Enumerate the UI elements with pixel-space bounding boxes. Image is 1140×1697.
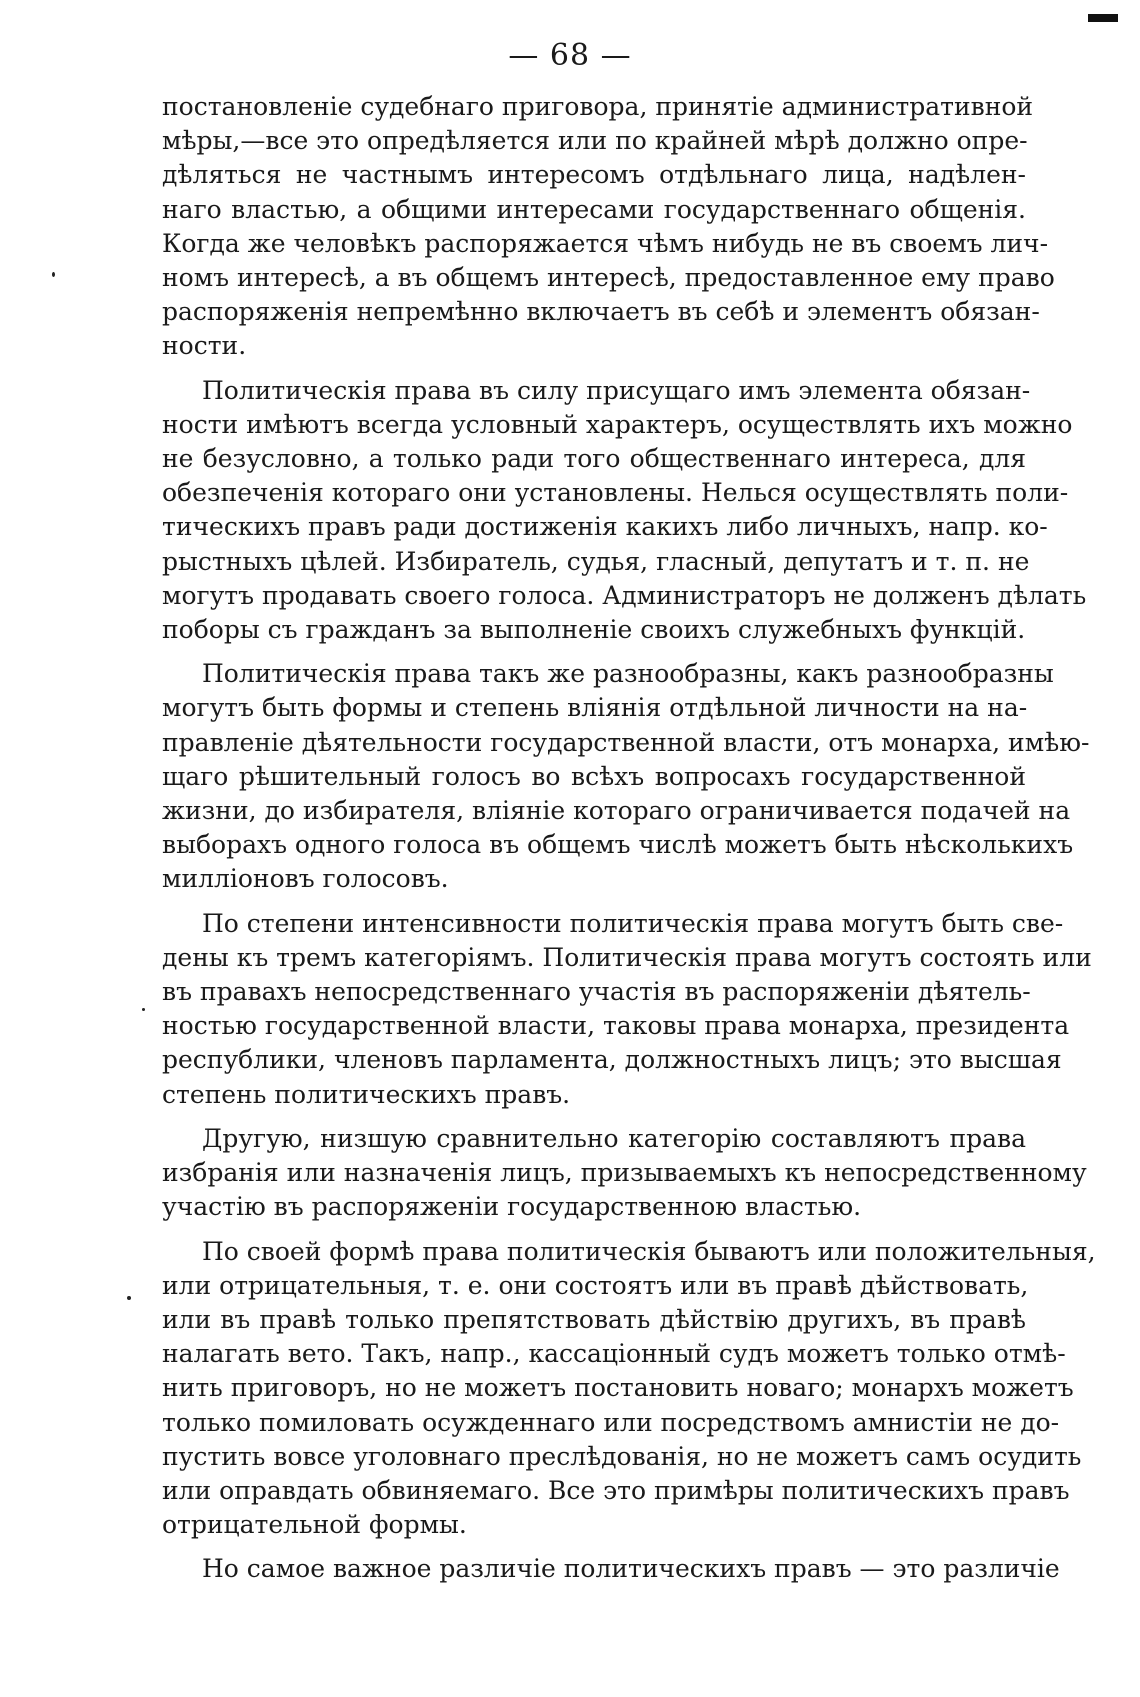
text-line: распоряженія непремѣнно включаетъ въ себѣ и элементъ обязан-	[162, 297, 1040, 327]
text-line: поборы съ гражданъ за выполненіе своихъ служебныхъ функцій.	[162, 615, 1026, 645]
text-line: ностью государственной власти, таковы права монарха, президента	[162, 1011, 1070, 1041]
paragraph	[162, 1552, 1060, 1586]
text-line: пустить вовсе уголовнаго преслѣдованія, но не можетъ самъ осудить	[162, 1441, 1082, 1471]
text-line: участію въ распоряженіи государственною властью.	[162, 1192, 862, 1222]
text-line: Другую, низшую сравнительно категорію составляютъ права	[202, 1123, 1026, 1153]
paragraph	[162, 1235, 1096, 1543]
text-line: могутъ продавать своего голоса. Администраторъ не долженъ дѣлать	[162, 580, 1087, 610]
text-line: выборахъ одного голоса въ общемъ числѣ можетъ быть нѣсколькихъ	[162, 830, 1074, 860]
text-line: наго властью, а общими интересами государственнаго общенія.	[162, 194, 1026, 224]
text-line: не безусловно, а только ради того общественнаго интереса, для	[162, 444, 1026, 474]
text-line: или оправдать обвиняемаго. Все это примѣры политическихъ правъ	[162, 1475, 1070, 1505]
text-line: обезпеченія котораго они установлены. Нелься осуществлять поли-	[162, 478, 1069, 508]
paragraph	[162, 657, 1090, 896]
text-line: тическихъ правъ ради достиженія какихъ либо личныхъ, напр. ко-	[162, 512, 1048, 542]
scan-corner-mark	[1088, 14, 1118, 22]
text-line: налагать вето. Такъ, напр., кассаціонный судъ можетъ только отмѣ-	[162, 1339, 1066, 1369]
body-text	[162, 90, 1096, 1597]
text-line: жизни, до избирателя, вліяніе котораго ограничивается подачей на	[162, 796, 1071, 826]
scan-speck	[142, 1008, 145, 1011]
text-line: въ правахъ непосредственнаго участія въ распоряженіи дѣятель-	[162, 977, 1031, 1007]
paragraph	[162, 1122, 1087, 1225]
text-line: щаго рѣшительный голосъ во всѣхъ вопросахъ государственной	[162, 761, 1026, 791]
text-line: милліоновъ голосовъ.	[162, 864, 449, 894]
text-line: дены къ тремъ категоріямъ. Политическія права могутъ состоять или	[162, 942, 1092, 972]
text-line: дѣляться не частнымъ интересомъ отдѣльнаго лица, надѣлен-	[162, 160, 1026, 190]
text-line: степень политическихъ правъ.	[162, 1079, 571, 1109]
text-line: Политическія права такъ же разнообразны, какъ разнообразны	[202, 659, 1054, 689]
paragraph	[162, 90, 1055, 364]
text-line: могутъ быть формы и степень вліянія отдѣльной личности на на-	[162, 693, 1028, 723]
scan-speck	[52, 272, 55, 277]
text-line: или отрицательныя, т. е. они состоятъ или въ правѣ дѣйствовать,	[162, 1270, 1029, 1300]
text-line: По степени интенсивности политическія права могутъ быть све-	[202, 908, 1064, 938]
text-line: Политическія права въ силу присущаго имъ элемента обязан-	[202, 375, 1031, 405]
text-line: постановленіе судебнаго приговора, принятіе административной	[162, 92, 1034, 121]
text-line: рыстныхъ цѣлей. Избиратель, судья, гласный, депутатъ и т. п. не	[162, 546, 1030, 576]
text-line: ности имѣютъ всегда условный характеръ, осуществлять ихъ можно	[162, 409, 1073, 439]
paragraph	[162, 907, 1092, 1112]
text-line: Когда же человѣкъ распоряжается чѣмъ нибудь не въ своемъ лич-	[162, 228, 1049, 258]
text-line: мѣры,—все это опредѣляется или по крайней мѣрѣ должно опре-	[162, 126, 1028, 156]
scan-speck	[127, 1296, 131, 1300]
text-line: республики, членовъ парламента, должностныхъ лицъ; это высшая	[162, 1045, 1062, 1075]
text-line: ности.	[162, 331, 247, 361]
text-line: нить приговоръ, но не можетъ постановить новаго; монархъ можетъ	[162, 1373, 1074, 1403]
text-line: только помиловать осужденнаго или посредствомъ амнистіи не до-	[162, 1407, 1060, 1437]
text-line: Но самое важное различіе политическихъ правъ — это различіе	[202, 1554, 1060, 1584]
text-line: правленіе дѣятельности государственной власти, отъ монарха, имѣю-	[162, 727, 1090, 757]
paragraph	[162, 374, 1087, 648]
text-line: номъ интересѣ, а въ общемъ интересѣ, предоставленное ему право	[162, 263, 1055, 293]
text-line: или въ правѣ только препятствовать дѣйствію другихъ, въ правѣ	[162, 1304, 1026, 1334]
text-line: отрицательной формы.	[162, 1510, 467, 1540]
page-number: — 68 —	[508, 38, 632, 73]
text-line: избранія или назначенія лицъ, призываемыхъ къ непосредственному	[162, 1158, 1087, 1188]
text-line: По своей формѣ права политическія бываютъ или положительныя,	[202, 1236, 1096, 1266]
